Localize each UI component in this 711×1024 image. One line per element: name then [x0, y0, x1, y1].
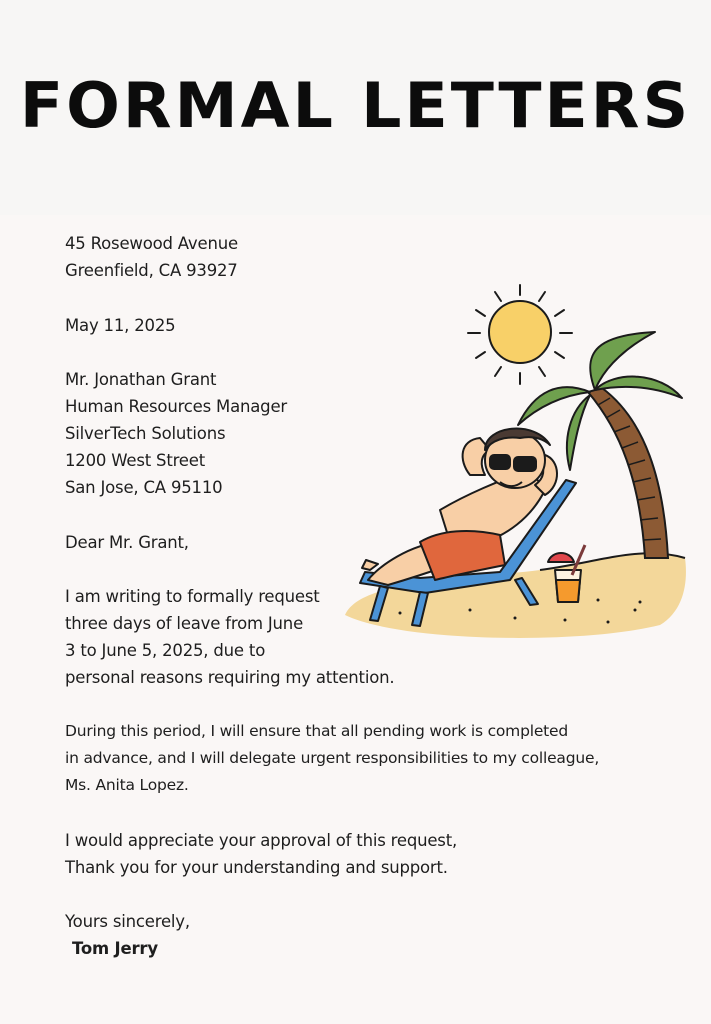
- paragraph2-line-2: in advance, and I will delegate urgent responsibilities to my colleague,: [65, 749, 600, 767]
- salutation: Dear Mr. Grant,: [65, 533, 189, 552]
- paragraph3-line-2: Thank you for your understanding and support.: [65, 858, 448, 877]
- header: [0, 0, 711, 215]
- paragraph1-line-1: I am writing to formally request: [65, 587, 320, 606]
- paragraph1-line-4: personal reasons requiring my attention.: [65, 668, 395, 687]
- signature: Tom Jerry: [72, 939, 158, 958]
- paragraph1-line-2: three days of leave from June: [65, 614, 304, 633]
- sender-address-line-1: 45 Rosewood Avenue: [65, 234, 238, 253]
- recipient-street: 1200 West Street: [65, 451, 205, 470]
- recipient-title: Human Resources Manager: [65, 397, 287, 416]
- sun-icon: [468, 285, 572, 384]
- sender-address-line-2: Greenfield, CA 93927: [65, 261, 238, 280]
- recipient-company: SilverTech Solutions: [65, 424, 226, 443]
- man-relaxing: [362, 429, 557, 585]
- paragraph1-line-3: 3 to June 5, 2025, due to: [65, 641, 266, 660]
- letter-date: May 11, 2025: [65, 316, 176, 335]
- page-title: FORMAL LETTERS: [19, 69, 692, 142]
- paragraph3-line-1: I would appreciate your approval of this request,: [65, 831, 458, 850]
- paragraph2-line-1: During this period, I will ensure that all pending work is completed: [65, 722, 569, 740]
- closing: Yours sincerely,: [65, 912, 190, 931]
- palm-trunk: [588, 388, 668, 558]
- beach-illustration: [340, 280, 700, 640]
- paragraph2-line-3: Ms. Anita Lopez.: [65, 776, 189, 794]
- recipient-city: San Jose, CA 95110: [65, 478, 223, 497]
- recipient-name: Mr. Jonathan Grant: [65, 370, 217, 389]
